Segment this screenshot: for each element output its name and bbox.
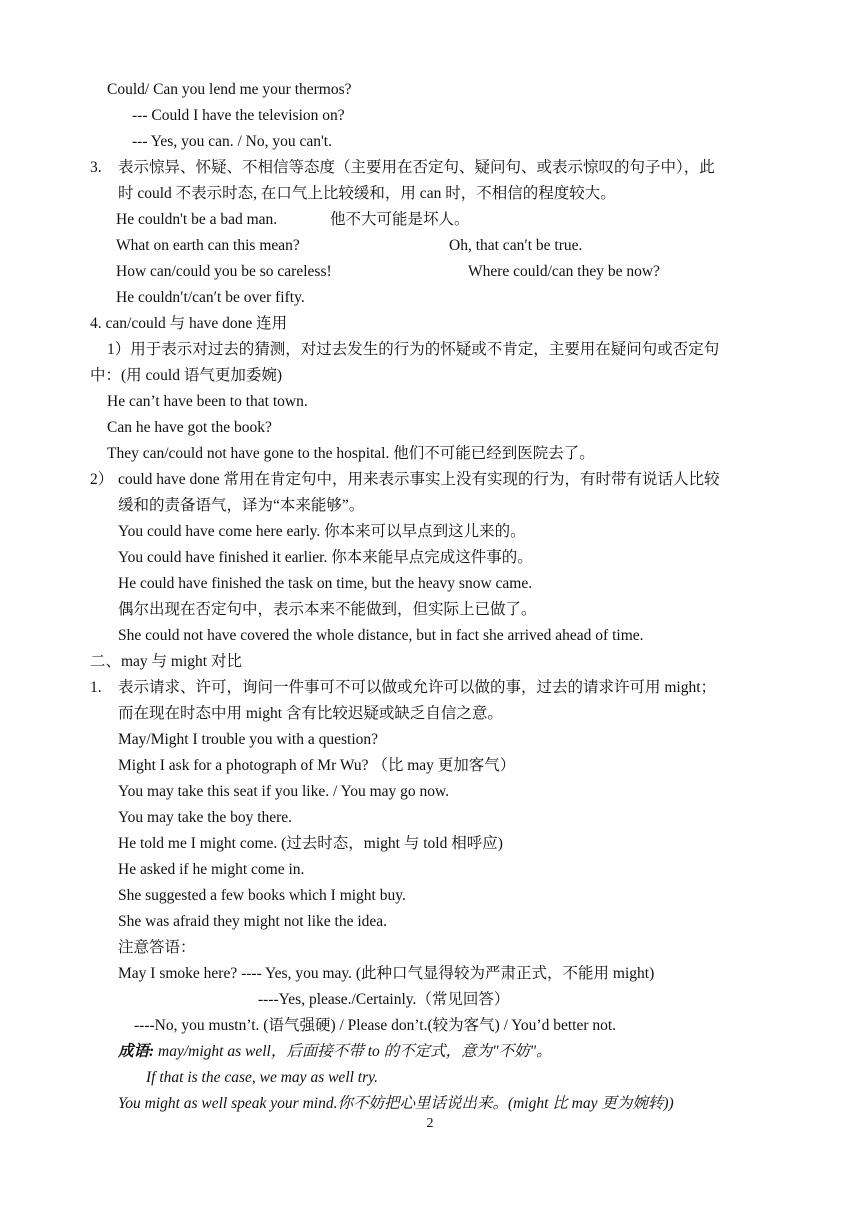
text-line: Could/ Can you lend me your thermos? <box>107 81 352 98</box>
example-sentence: He couldn′t/can′t be over fifty. <box>116 289 305 306</box>
example-sentence: He asked if he might come in. <box>118 861 305 878</box>
section-heading: 二、may 与 might 对比 <box>90 653 242 670</box>
example-sentence: You might as well speak your mind.你不妨把心里话说出来。(might 比 may 更为婉转)) <box>118 1095 674 1112</box>
example-sentence: He can’t have been to that town. <box>107 393 308 410</box>
list-number: 3. <box>90 159 102 176</box>
text-line: 1）用于表示对过去的猜测，对过去发生的行为的怀疑或不肯定，主要用在疑问句或否定句 <box>107 341 720 358</box>
translation: 他不大可能是坏人。 <box>330 211 470 228</box>
text-line: --- Yes, you can. / No, you can't. <box>132 133 332 150</box>
example-sentence: Oh, that can′t be true. <box>449 237 583 254</box>
idiom-line <box>118 1042 552 1062</box>
example-sentence: How can/could you be so careless! <box>116 263 332 280</box>
example-sentence: You could have come here early. 你本来可以早点到这儿来的。 <box>118 523 526 540</box>
example-sentence: She suggested a few books which I might buy. <box>118 887 406 904</box>
list-number: 2） <box>90 471 114 488</box>
example-sentence: He could have finished the task on time, but the heavy snow came. <box>118 575 533 592</box>
text-line: could have done 常用在肯定句中，用来表示事实上没有实现的行为，有时带有说话人比较 <box>118 471 720 488</box>
text-line: 偶尔出现在否定句中，表示本来不能做到，但实际上已做了。 <box>118 601 537 618</box>
example-sentence: She was afraid they might not like the idea. <box>118 913 388 930</box>
example-sentence: He couldn't be a bad man. <box>116 211 278 228</box>
example-sentence: He told me I might come. (过去时态，might 与 told 相呼应) <box>118 835 503 852</box>
example-sentence: ----No, you mustn’t. (语气强硬) / Please don’t.(较为客气) / You’d better not. <box>134 1017 617 1034</box>
example-sentence: She could not have covered the whole distance, but in fact she arrived ahead of time. <box>118 627 644 644</box>
idiom-label: 成语: <box>118 1043 155 1060</box>
example-sentence: If that is the case, we may as well try. <box>146 1069 379 1086</box>
text-line: 缓和的责备语气，译为“本来能够”。 <box>118 497 365 514</box>
section-heading: 4. can/could 与 have done 连用 <box>90 315 288 332</box>
text-line: 表示惊异、怀疑、不相信等态度（主要用在否定句、疑问句、或表示惊叹的句子中），此 <box>118 159 715 176</box>
example-sentence: Might I ask for a photograph of Mr Wu? （比 may 更加客气） <box>118 757 516 774</box>
example-sentence: Can he have got the book? <box>107 419 272 436</box>
example-sentence: You may take the boy there. <box>118 809 293 826</box>
text-line: 中：(用 could 语气更加委婉) <box>90 367 283 384</box>
text-line: 而在现在时态中用 might 含有比较迟疑或缺乏自信之意。 <box>118 705 503 722</box>
list-number: 1. <box>90 679 102 696</box>
example-sentence: They can/could not have gone to the hospital. 他们不可能已经到医院去了。 <box>107 445 595 462</box>
text-line: 注意答语： <box>118 939 196 956</box>
example-sentence: You could have finished it earlier. 你本来能早点完成这件事的。 <box>118 549 533 566</box>
example-sentence: May I smoke here? ---- Yes, you may. (此种口气显得较为严肃正式，不能用 might) <box>118 965 655 982</box>
example-sentence: What on earth can this mean? <box>116 237 300 254</box>
example-sentence: You may take this seat if you like. / You may go now. <box>118 783 450 800</box>
idiom-text: may/might as well，后面接不带 to 的不定式，意为"不妨"。 <box>154 1043 552 1060</box>
text-line: --- Could I have the television on? <box>132 107 345 124</box>
example-sentence: Where could/can they be now? <box>468 263 660 280</box>
example-sentence: ----Yes, please./Certainly.（常见回答） <box>258 991 510 1008</box>
page-number: 2 <box>426 1116 434 1131</box>
text-line: 时 could 不表示时态, 在口气上比较缓和，用 can 时，不相信的程度较大。 <box>118 185 616 202</box>
text-line: 表示请求、许可，询问一件事可不可以做或允许可以做的事，过去的请求许可用 might； <box>118 679 717 696</box>
example-sentence: May/Might I trouble you with a question? <box>118 731 379 748</box>
